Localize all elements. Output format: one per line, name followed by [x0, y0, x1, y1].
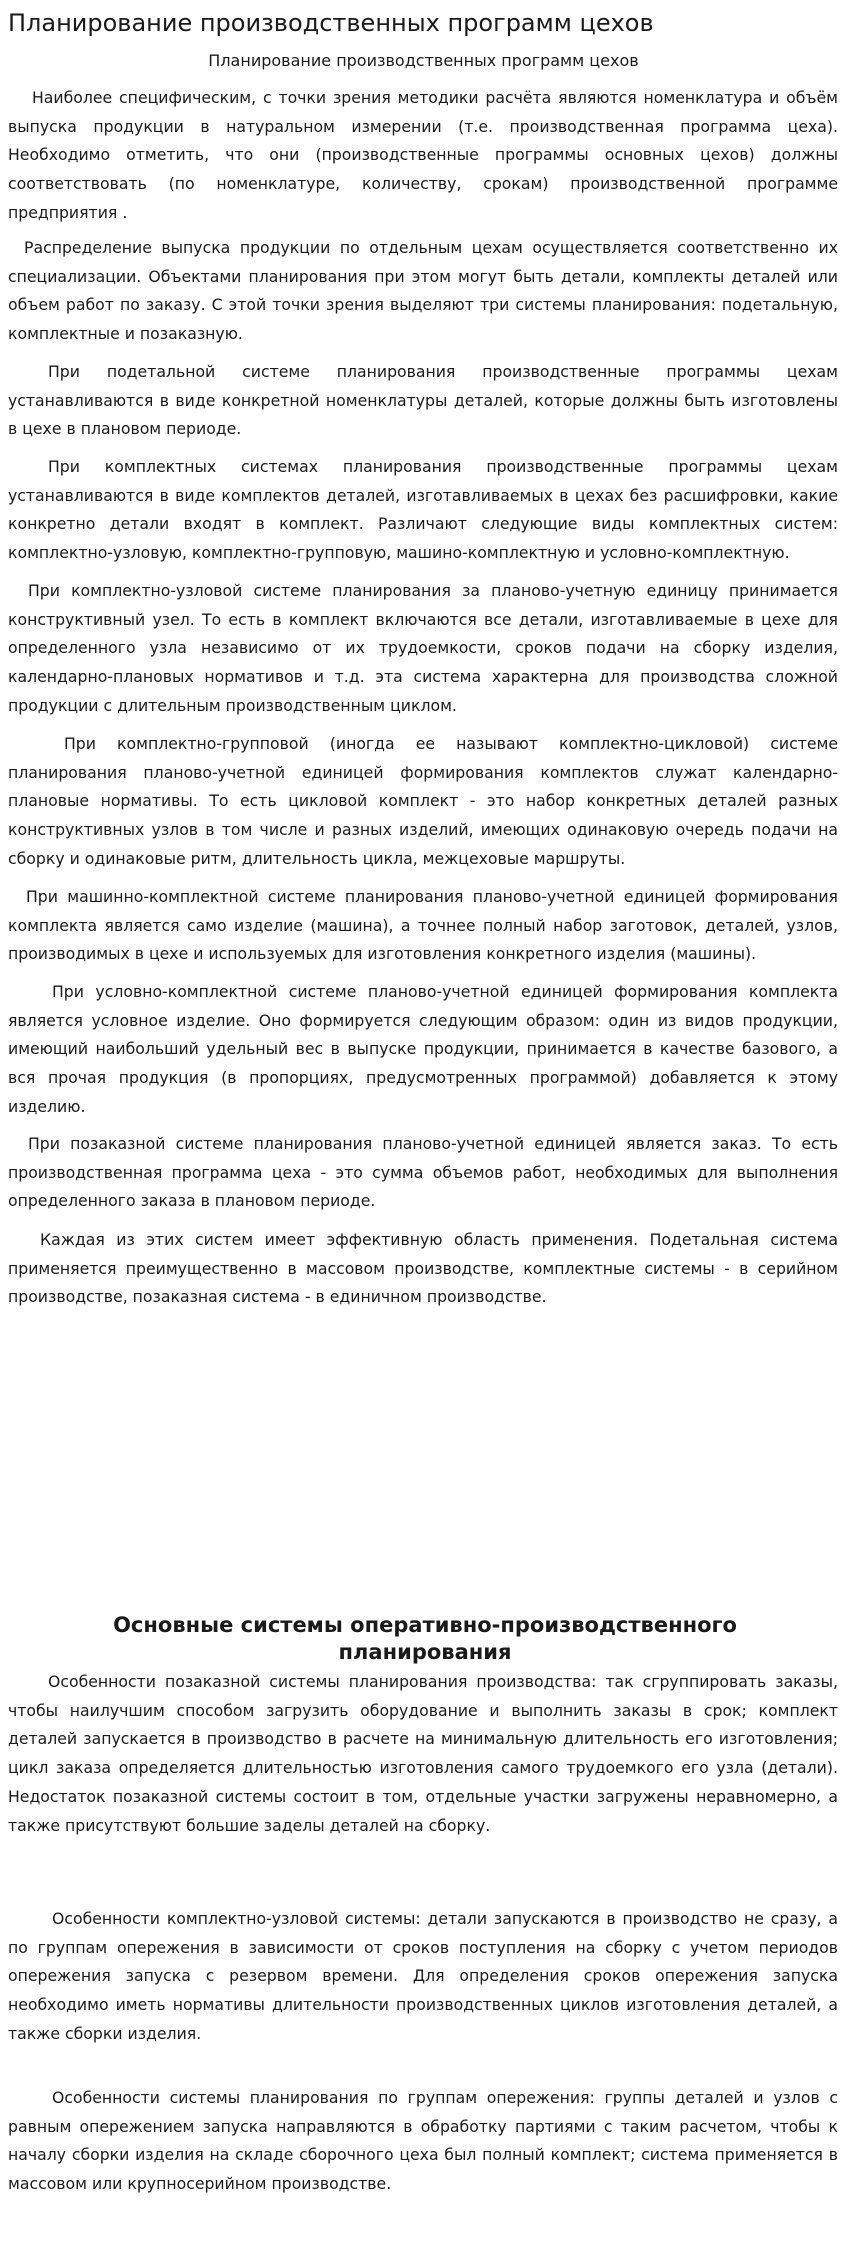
paragraph-text: При комплектно-групповой (иногда ее называют комплектно-цикловой) системе планирования планово-учетной единицей формирования комплектов служат календарно-плановые нормативы. То есть цикловой комплект - это набор конкретных деталей разных конструктивных узлов в том числе и разных изделий, имеющих одинаковую очередь подачи на сборку и одинаковые ритм, длительность цикла, межцеховые маршруты. — [8, 734, 838, 868]
page-title: Планирование производственных программ цехов — [8, 9, 654, 37]
paragraph-text: Особенности позаказной системы планирования производства: так сгруппировать заказы, чтобы наилучшим способом загрузить оборудование и выполнить заказы в срок; комплект деталей запускается в производство в расчете на минимальную длительность его изготовления; цикл заказа определяется длительностью изготовления самого трудоемкого его узла (детали). Недостаток позаказной системы состоит в том, отдельные участки загружены неравномерно, а также присутствуют большие заделы деталей на сборку. — [8, 1672, 838, 1835]
paragraph-text: При комплектно-узловой системе планирования за планово-учетную единицу принимается конструктивный узел. То есть в комплект включаются все детали, изготавливаемые в цехе для определенного узла независимо от их трудоемкости, сроков подачи на сборку изделия, календарно-плановых нормативов и т.д. эта система характерна для производства сложной продукции с длительным производственным циклом. — [8, 581, 838, 715]
paragraph-text: Особенности комплектно-узловой системы: детали запускаются в производство не сразу, а по группам опережения в зависимости от сроков поступления на сборку с учетом периодов опережения запуска с резервом времени. Для определения сроков опережения запуска необходимо иметь нормативы длительности производственных циклов изготовления деталей, а также сборки изделия. — [8, 1909, 838, 2043]
paragraph-text: Наиболее специфическим, с точки зрения методики расчёта являются номенклатура и объём выпуска продукции в натуральном измерении (т.е. производственная программа цеха). Необходимо отметить, что они (производственные программы основных цехов) должны соответствовать (по номенклатуре, количеству, срокам) производственной программе предприятия . — [8, 88, 838, 222]
paragraph — [8, 234, 838, 349]
section-heading: Основные системы оперативно-производственного планирования — [113, 1613, 737, 1664]
paragraph-text: При позаказной системе планирования планово-учетной единицей является заказ. То есть производственная программа цеха - это сумма объемов работ, необходимых для выполнения определенного заказа в плановом периоде. — [8, 1134, 838, 1211]
section-paragraph — [8, 1668, 838, 1840]
paragraph-text: При комплектных системах планирования производственные программы цехам устанавливаются в виде комплектов деталей, изготавливаемых в цехах без расшифровки, какие конкретно детали входят в комплект. Различают следующие виды комплектных систем: комплектно-узловую, комплектно-групповую, машино-комплектную и условно-комплектную. — [8, 457, 838, 563]
paragraph — [8, 453, 838, 568]
paragraph — [8, 358, 838, 444]
section-paragraph — [8, 1905, 838, 2049]
paragraph — [8, 1226, 838, 1312]
paragraph — [8, 84, 838, 228]
paragraph-text: При подетальной системе планирования производственные программы цехам устанавливаются в виде конкретной номенклатуры деталей, которые должны быть изготовлены в цехе в плановом периоде. — [8, 362, 838, 439]
paragraph-text: Особенности системы планирования по группам опережения: группы деталей и узлов с равным опережением запуска направляются в обработку партиями с таким расчетом, чтобы к началу сборки изделия на складе сборочного цеха был полный комплект; система применяется в массовом или крупносерийном производстве. — [8, 2088, 838, 2194]
paragraph — [8, 978, 838, 1122]
paragraph — [8, 730, 838, 874]
paragraph — [8, 577, 838, 721]
paragraph — [8, 1130, 838, 1216]
section-paragraph — [8, 2084, 838, 2199]
paragraph — [8, 883, 838, 969]
page-subtitle: Планирование производственных программ цехов — [208, 51, 639, 70]
paragraph-text: При условно-комплектной системе планово-учетной единицей формирования комплекта является условное изделие. Оно формируется следующим образом: один из видов продукции, имеющий наибольший удельный вес в выпуске продукции, принимается в качестве базового, а вся прочая продукция (в пропорциях, предусмотренных программой) добавляется к этому изделию. — [8, 982, 838, 1116]
paragraph-text: При машинно-комплектной системе планирования планово-учетной единицей формирования комплекта является само изделие (машина), а точнее полный набор заготовок, деталей, узлов, производимых в цехе и используемых для изготовления конкретного изделия (машины). — [8, 887, 838, 964]
paragraph-text: Каждая из этих систем имеет эффективную область применения. Подетальная система применяется преимущественно в массовом производстве, комплектные системы - в серийном производстве, позаказная система - в единичном производстве. — [8, 1230, 838, 1307]
paragraph-text: Распределение выпуска продукции по отдельным цехам осуществляется соответственно их специализации. Объектами планирования при этом могут быть детали, комплекты деталей или объем работ по заказу. С этой точки зрения выделяют три системы планирования: подетальную, комплектные и позаказную. — [8, 238, 838, 344]
